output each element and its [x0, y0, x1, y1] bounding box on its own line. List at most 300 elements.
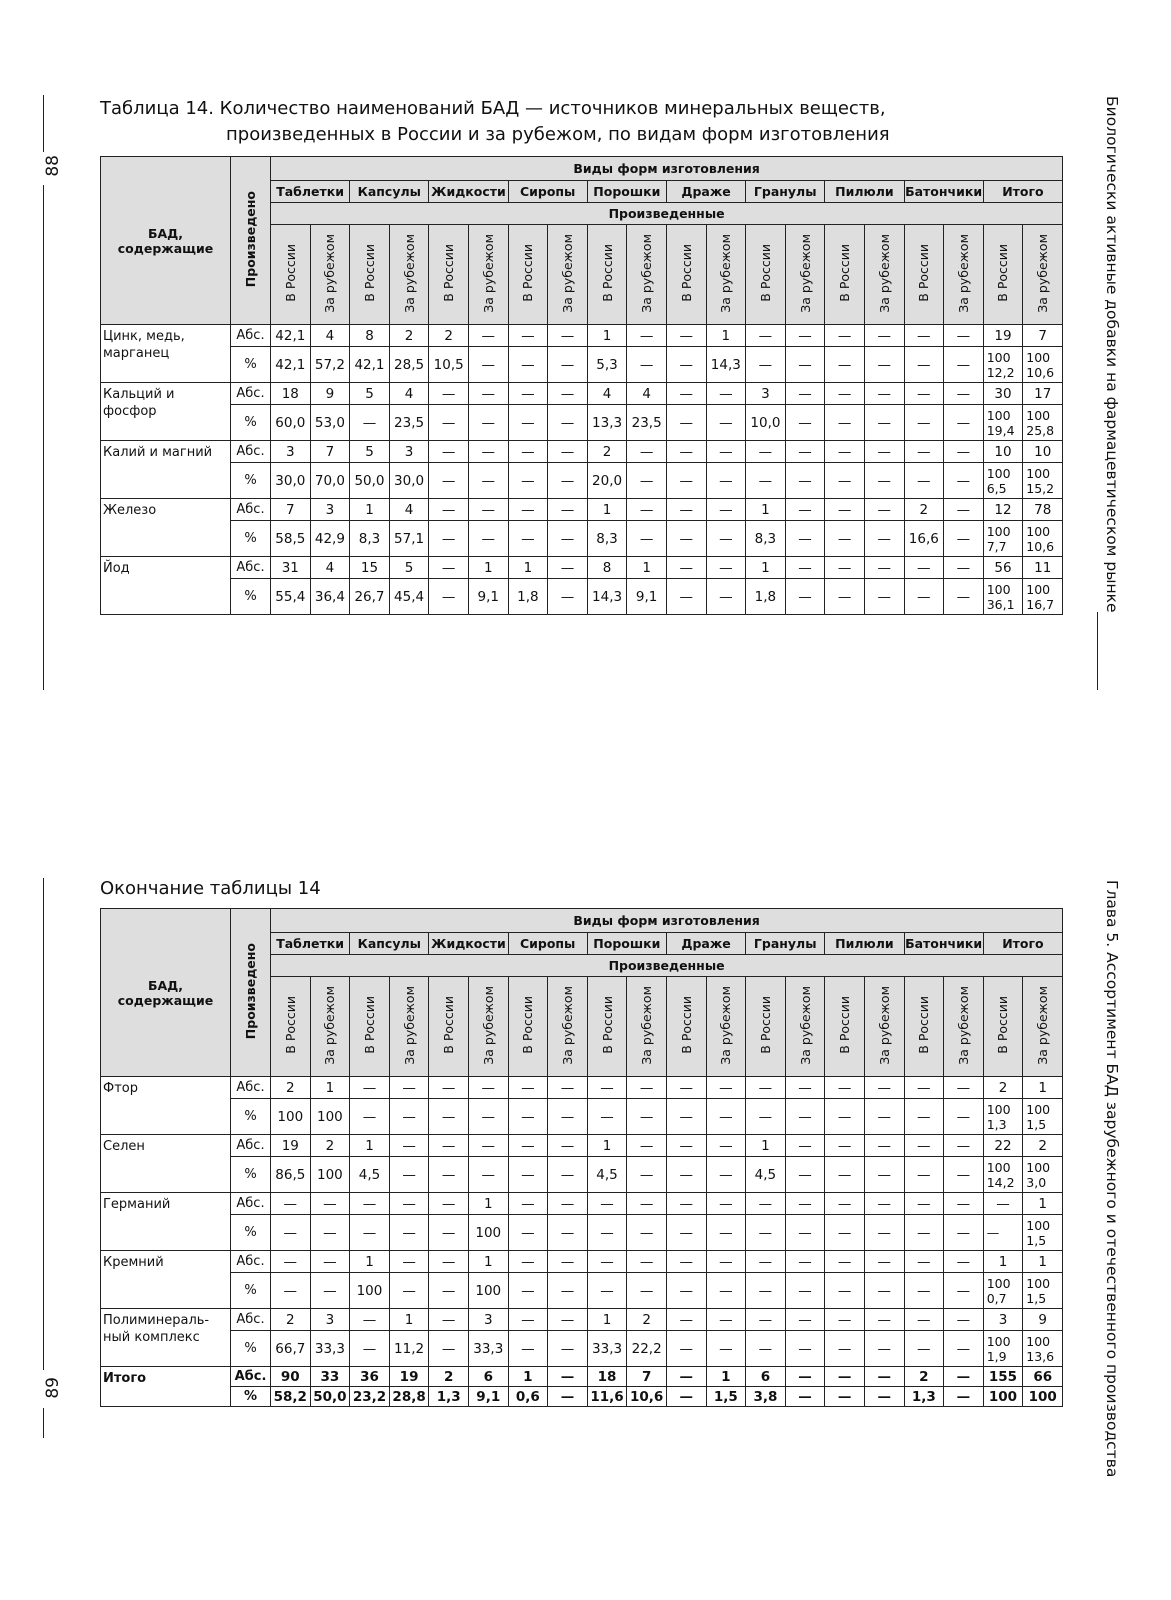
russia-label: В России: [441, 244, 457, 302]
pct-cell: 86,5: [271, 1157, 311, 1193]
pct-cell: —: [508, 1157, 548, 1193]
pct-cell: —: [548, 1157, 588, 1193]
pct-cell: —: [627, 347, 667, 383]
pct-cell: —: [825, 1273, 865, 1309]
abs-cell: 4: [587, 383, 627, 405]
unit-abs: Абс.: [231, 499, 271, 521]
abs-cell: —: [666, 1193, 706, 1215]
pct-cell: —: [587, 1273, 627, 1309]
total-pct-cell: —: [825, 1387, 865, 1407]
russia-column-header: [271, 225, 311, 325]
pct-cell: —: [706, 1331, 746, 1367]
abs-cell: 1: [468, 557, 508, 579]
pct-cell: 1,8: [746, 579, 786, 615]
pct-cell: —: [944, 1157, 984, 1193]
produced-header: [231, 157, 271, 325]
abs-cell: 19: [983, 325, 1023, 347]
pct-cell: 33,3: [587, 1331, 627, 1367]
pct-cell: —: [706, 1157, 746, 1193]
total-abroad-pct: [1023, 521, 1063, 557]
pct-cell: 42,9: [310, 521, 350, 557]
russia-column-header: [587, 977, 627, 1077]
total-pct-cell: 28,8: [389, 1387, 429, 1407]
abs-cell: 5: [389, 557, 429, 579]
abroad-column-header: [944, 977, 984, 1077]
total-abs-cell: 18: [587, 1367, 627, 1387]
abs-cell: —: [904, 557, 944, 579]
unit-pct: %: [231, 463, 271, 499]
mineral-name: Фтор: [101, 1077, 231, 1135]
produced-header: [231, 909, 271, 1077]
abroad-label: За рубежом: [480, 233, 496, 313]
total-pct-cell: —: [864, 1387, 904, 1407]
pct-of-row: 100: [986, 1101, 1011, 1117]
pct-cell: —: [429, 579, 469, 615]
abs-cell: 9: [310, 383, 350, 405]
pct-cell: —: [666, 405, 706, 441]
pct-cell: 11,2: [389, 1331, 429, 1367]
abs-cell: —: [627, 1193, 667, 1215]
form-group-header: Таблетки: [271, 933, 350, 955]
pct-cell: 30,0: [389, 463, 429, 499]
mineral-name: Селен: [101, 1135, 231, 1193]
abroad-label: За рубежом: [718, 985, 734, 1065]
pct-cell: —: [944, 1099, 984, 1135]
abs-cell: —: [627, 1077, 667, 1099]
form-group-header: Батончики: [904, 181, 983, 203]
pct-cell: —: [389, 1099, 429, 1135]
pct-cell: —: [864, 1331, 904, 1367]
abs-cell: —: [429, 1251, 469, 1273]
abroad-label: За рубежом: [639, 985, 655, 1065]
abs-cell: —: [746, 1251, 786, 1273]
abs-cell: —: [864, 1309, 904, 1331]
abs-cell: —: [548, 1309, 588, 1331]
pct-cell: 10,5: [429, 347, 469, 383]
pct-of-total: 1,5: [1026, 1232, 1047, 1248]
abs-cell: —: [864, 499, 904, 521]
abs-cell: —: [627, 441, 667, 463]
pct-cell: —: [350, 1215, 390, 1251]
pct-cell: 14,3: [706, 347, 746, 383]
abs-cell: 2: [904, 499, 944, 521]
abs-cell: —: [706, 1193, 746, 1215]
abs-cell: 3: [310, 1309, 350, 1331]
abs-cell: 1: [746, 499, 786, 521]
abs-cell: —: [706, 557, 746, 579]
abroad-label: За рубежом: [480, 985, 496, 1065]
abroad-label: За рубежом: [876, 233, 892, 313]
abroad-column-header: [785, 977, 825, 1077]
abs-cell: —: [825, 1193, 865, 1215]
total-pct-cell: 1,3: [904, 1387, 944, 1407]
abroad-column-header: [785, 225, 825, 325]
pct-cell: 9,1: [627, 579, 667, 615]
pct-of-total: 3,0: [1026, 1174, 1047, 1190]
unit-pct: %: [231, 1157, 271, 1193]
pct-cell: —: [746, 1273, 786, 1309]
abs-cell: —: [904, 1135, 944, 1157]
pct-cell: 10,0: [746, 405, 786, 441]
abs-cell: —: [746, 1193, 786, 1215]
total-pct-cell: —: [548, 1387, 588, 1407]
russia-column-header: [904, 977, 944, 1077]
abs-cell: —: [468, 383, 508, 405]
abs-cell: —: [389, 1193, 429, 1215]
abs-cell: 8: [587, 557, 627, 579]
russia-label: В России: [995, 996, 1011, 1054]
abs-cell: 78: [1023, 499, 1063, 521]
abs-cell: 1: [468, 1193, 508, 1215]
total-russia-pct: [983, 1273, 1023, 1309]
russia-column-header: [508, 225, 548, 325]
left-margin-rule-bottom: [43, 878, 44, 1370]
mineral-name: Германий: [101, 1193, 231, 1251]
pct-cell: 60,0: [271, 405, 311, 441]
russia-label: В России: [995, 244, 1011, 302]
abs-cell: —: [389, 1251, 429, 1273]
abs-cell: —: [271, 1193, 311, 1215]
page-number-lower: 89: [43, 1377, 63, 1399]
pct-cell: 58,5: [271, 521, 311, 557]
russia-label: В России: [520, 996, 536, 1054]
pct-cell: —: [627, 1157, 667, 1193]
pct-cell: —: [508, 463, 548, 499]
pct-cell: —: [468, 1099, 508, 1135]
russia-label: В России: [282, 244, 298, 302]
abs-cell: 5: [350, 441, 390, 463]
abs-cell: —: [468, 499, 508, 521]
russia-label: В России: [599, 996, 615, 1054]
abs-cell: —: [508, 1251, 548, 1273]
abs-cell: 1: [1023, 1193, 1063, 1215]
pct-cell: 55,4: [271, 579, 311, 615]
pct-cell: —: [429, 1099, 469, 1135]
pct-of-row: 100: [986, 1159, 1011, 1175]
pct-of-total: 1,5: [1026, 1290, 1047, 1306]
abs-cell: —: [864, 1135, 904, 1157]
pct-cell: 100: [468, 1273, 508, 1309]
pct-cell: —: [666, 1331, 706, 1367]
unit-pct: %: [231, 347, 271, 383]
abs-cell: —: [785, 1251, 825, 1273]
total-abroad-pct: [1023, 1157, 1063, 1193]
unit-pct: %: [231, 405, 271, 441]
produced-header-label: Произведено: [243, 942, 258, 1040]
abs-cell: —: [785, 557, 825, 579]
pct-cell: —: [389, 1157, 429, 1193]
pct-cell: 100: [310, 1099, 350, 1135]
abs-cell: 2: [983, 1077, 1023, 1099]
pct-cell: 13,3: [587, 405, 627, 441]
abs-cell: —: [825, 441, 865, 463]
abroad-label: За рубежом: [322, 985, 338, 1065]
total-abroad-pct: [1023, 579, 1063, 615]
pct-of-total: 19,4: [986, 422, 1015, 438]
total-abs-cell: 1: [508, 1367, 548, 1387]
abs-cell: 1: [983, 1251, 1023, 1273]
pct-cell: —: [746, 1215, 786, 1251]
pct-of-total: 10,6: [1026, 538, 1055, 554]
total-russia-pct: [983, 347, 1023, 383]
pct-of-row: 100: [1026, 1217, 1051, 1233]
abs-cell: —: [310, 1193, 350, 1215]
form-group-header: Сиропы: [508, 933, 587, 955]
pct-cell: —: [389, 1273, 429, 1309]
abs-cell: —: [508, 441, 548, 463]
pct-cell: 23,5: [389, 405, 429, 441]
abs-cell: —: [548, 441, 588, 463]
pct-cell: —: [666, 521, 706, 557]
abs-cell: 1: [468, 1251, 508, 1273]
pct-cell: 57,1: [389, 521, 429, 557]
abs-cell: —: [508, 1193, 548, 1215]
produced-sub-header: Произведенные: [271, 203, 1063, 225]
pct-cell: 45,4: [389, 579, 429, 615]
pct-cell: 53,0: [310, 405, 350, 441]
form-group-header: Пилюли: [825, 181, 904, 203]
unit-abs: Абс.: [231, 1193, 271, 1215]
abs-cell: 2: [587, 441, 627, 463]
bad-header: БАД, содержащие: [101, 157, 231, 325]
total-pct-cell: 1,3: [429, 1387, 469, 1407]
pct-cell: 100: [271, 1099, 311, 1135]
pct-cell: 4,5: [746, 1157, 786, 1193]
abs-cell: —: [904, 441, 944, 463]
pct-of-total: 0,7: [986, 1290, 1007, 1306]
pct-cell: —: [468, 347, 508, 383]
pct-cell: —: [508, 1331, 548, 1367]
abs-cell: 1: [627, 557, 667, 579]
pct-cell: —: [666, 1099, 706, 1135]
russia-label: В России: [757, 996, 773, 1054]
abs-cell: —: [666, 325, 706, 347]
russia-column-header: [350, 977, 390, 1077]
abs-cell: —: [508, 1309, 548, 1331]
russia-label: В России: [678, 244, 694, 302]
abs-cell: 1: [746, 1135, 786, 1157]
total-abs-cell: 155: [983, 1367, 1023, 1387]
russia-label: В России: [282, 996, 298, 1054]
pct-cell: —: [904, 579, 944, 615]
russia-column-header: [587, 225, 627, 325]
abroad-column-header: [627, 977, 667, 1077]
abs-cell: 1: [310, 1077, 350, 1099]
abs-cell: —: [944, 441, 984, 463]
pct-cell: —: [350, 1099, 390, 1135]
abs-cell: —: [666, 441, 706, 463]
page-number-upper: 88: [43, 155, 63, 177]
pct-cell: —: [429, 1215, 469, 1251]
pct-of-total: 13,6: [1026, 1348, 1055, 1364]
abroad-label: За рубежом: [1035, 985, 1051, 1065]
pct-cell: —: [468, 1157, 508, 1193]
pct-cell: —: [904, 405, 944, 441]
abs-cell: —: [389, 1135, 429, 1157]
pct-cell: —: [389, 1215, 429, 1251]
abs-cell: —: [548, 1077, 588, 1099]
abs-cell: —: [944, 1077, 984, 1099]
abs-cell: 1: [1023, 1251, 1063, 1273]
pct-cell: 8,3: [350, 521, 390, 557]
pct-cell: —: [508, 405, 548, 441]
mineral-table-part-1: [100, 156, 1063, 615]
total-abs-cell: 6: [468, 1367, 508, 1387]
pct-cell: —: [310, 1273, 350, 1309]
pct-of-total: 6,5: [986, 480, 1007, 496]
mineral-name: Железо: [101, 499, 231, 557]
total-abroad-pct: [1023, 1215, 1063, 1251]
abs-cell: —: [508, 1135, 548, 1157]
russia-label: В России: [361, 996, 377, 1054]
pct-of-row: 100: [1026, 523, 1051, 539]
pct-cell: —: [904, 1215, 944, 1251]
pct-cell: —: [904, 347, 944, 383]
abs-cell: 19: [271, 1135, 311, 1157]
abs-cell: —: [746, 325, 786, 347]
unit-abs: Абс.: [231, 1251, 271, 1273]
total-abs-cell: —: [548, 1367, 588, 1387]
abs-cell: —: [429, 383, 469, 405]
total-pct-cell: 58,2: [271, 1387, 311, 1407]
abroad-column-header: [468, 977, 508, 1077]
pct-cell: —: [468, 521, 508, 557]
pct-of-row: 100: [986, 465, 1011, 481]
abs-cell: —: [706, 1309, 746, 1331]
abs-cell: —: [785, 1309, 825, 1331]
abs-cell: —: [746, 1077, 786, 1099]
pct-cell: 100: [350, 1273, 390, 1309]
total-pct-cell: 3,8: [746, 1387, 786, 1407]
abs-cell: —: [310, 1251, 350, 1273]
pct-cell: 4,5: [350, 1157, 390, 1193]
total-abs-cell: 90: [271, 1367, 311, 1387]
form-group-header: Порошки: [587, 181, 666, 203]
form-group-header: Итого: [983, 181, 1062, 203]
pct-cell: —: [508, 521, 548, 557]
pct-cell: —: [825, 1157, 865, 1193]
pct-cell: —: [864, 463, 904, 499]
unit-abs: Абс.: [231, 1077, 271, 1099]
total-russia-pct: [983, 521, 1023, 557]
unit-pct: %: [231, 1331, 271, 1367]
russia-column-header: [904, 225, 944, 325]
abs-cell: —: [350, 1309, 390, 1331]
abs-cell: 42,1: [271, 325, 311, 347]
pct-cell: 28,5: [389, 347, 429, 383]
pct-of-total: 25,8: [1026, 422, 1055, 438]
abs-cell: —: [627, 499, 667, 521]
pct-cell: —: [271, 1215, 311, 1251]
mineral-name: Цинк, медь, марганец: [101, 325, 231, 383]
pct-cell: 5,3: [587, 347, 627, 383]
pct-cell: —: [944, 1331, 984, 1367]
unit-pct: %: [231, 1273, 271, 1309]
total-russia-pct: [983, 1331, 1023, 1367]
pct-cell: 22,2: [627, 1331, 667, 1367]
abs-cell: 4: [310, 557, 350, 579]
pct-cell: 100: [310, 1157, 350, 1193]
total-pct-cell: —: [666, 1387, 706, 1407]
total-abs-cell: 2: [904, 1367, 944, 1387]
pct-cell: —: [864, 521, 904, 557]
pct-cell: —: [944, 1215, 984, 1251]
abs-cell: 7: [271, 499, 311, 521]
table-caption: [100, 96, 890, 148]
abs-cell: —: [864, 1251, 904, 1273]
abroad-column-header: [310, 225, 350, 325]
pct-cell: —: [944, 1273, 984, 1309]
total-abs-cell: 33: [310, 1367, 350, 1387]
pct-cell: —: [904, 463, 944, 499]
abroad-column-header: [627, 225, 667, 325]
abs-cell: 4: [310, 325, 350, 347]
abs-cell: —: [666, 1135, 706, 1157]
total-russia-pct: [983, 405, 1023, 441]
abs-cell: 1: [587, 1135, 627, 1157]
pct-cell: —: [429, 521, 469, 557]
russia-column-header: [429, 225, 469, 325]
abs-cell: —: [825, 1251, 865, 1273]
pct-cell: —: [944, 347, 984, 383]
pct-cell: —: [864, 405, 904, 441]
abs-cell: —: [944, 1251, 984, 1273]
total-abs-cell: —: [666, 1367, 706, 1387]
abs-cell: —: [468, 441, 508, 463]
pct-cell: —: [666, 347, 706, 383]
abs-cell: 3: [271, 441, 311, 463]
form-group-header: Гранулы: [746, 181, 825, 203]
pct-cell: —: [944, 463, 984, 499]
pct-of-total: 1,9: [986, 1348, 1007, 1364]
pct-cell: —: [666, 463, 706, 499]
total-pct-cell: 9,1: [468, 1387, 508, 1407]
pct-cell: 20,0: [587, 463, 627, 499]
pct-cell: —: [785, 579, 825, 615]
pct-cell: —: [785, 1215, 825, 1251]
abroad-column-header: [864, 225, 904, 325]
russia-column-header: [429, 977, 469, 1077]
pct-cell: —: [864, 1157, 904, 1193]
mineral-name: Полиминераль-ный комплекс: [101, 1309, 231, 1367]
pct-cell: —: [548, 347, 588, 383]
pct-cell: —: [310, 1215, 350, 1251]
abs-cell: —: [429, 1193, 469, 1215]
pct-of-total: 1,5: [1026, 1116, 1047, 1132]
pct-cell: —: [548, 405, 588, 441]
pct-of-row: 100: [986, 407, 1011, 423]
abs-cell: —: [706, 1077, 746, 1099]
pct-cell: —: [864, 347, 904, 383]
abs-cell: 2: [271, 1077, 311, 1099]
abs-cell: —: [508, 1077, 548, 1099]
abs-cell: 1: [706, 325, 746, 347]
pct-cell: 1,8: [508, 579, 548, 615]
pct-cell: —: [785, 463, 825, 499]
left-margin-rule-top-lower: [43, 185, 44, 690]
pct-cell: —: [785, 1157, 825, 1193]
abs-cell: —: [706, 383, 746, 405]
pct-cell: 57,2: [310, 347, 350, 383]
forms-header: Виды форм изготовления: [271, 157, 1063, 181]
abs-cell: —: [864, 1193, 904, 1215]
abs-cell: —: [785, 1193, 825, 1215]
pct-of-row: 100: [986, 349, 1011, 365]
russia-label: В России: [916, 996, 932, 1054]
pct-cell: —: [864, 1099, 904, 1135]
abs-cell: 2: [310, 1135, 350, 1157]
pct-cell: 8,3: [587, 521, 627, 557]
